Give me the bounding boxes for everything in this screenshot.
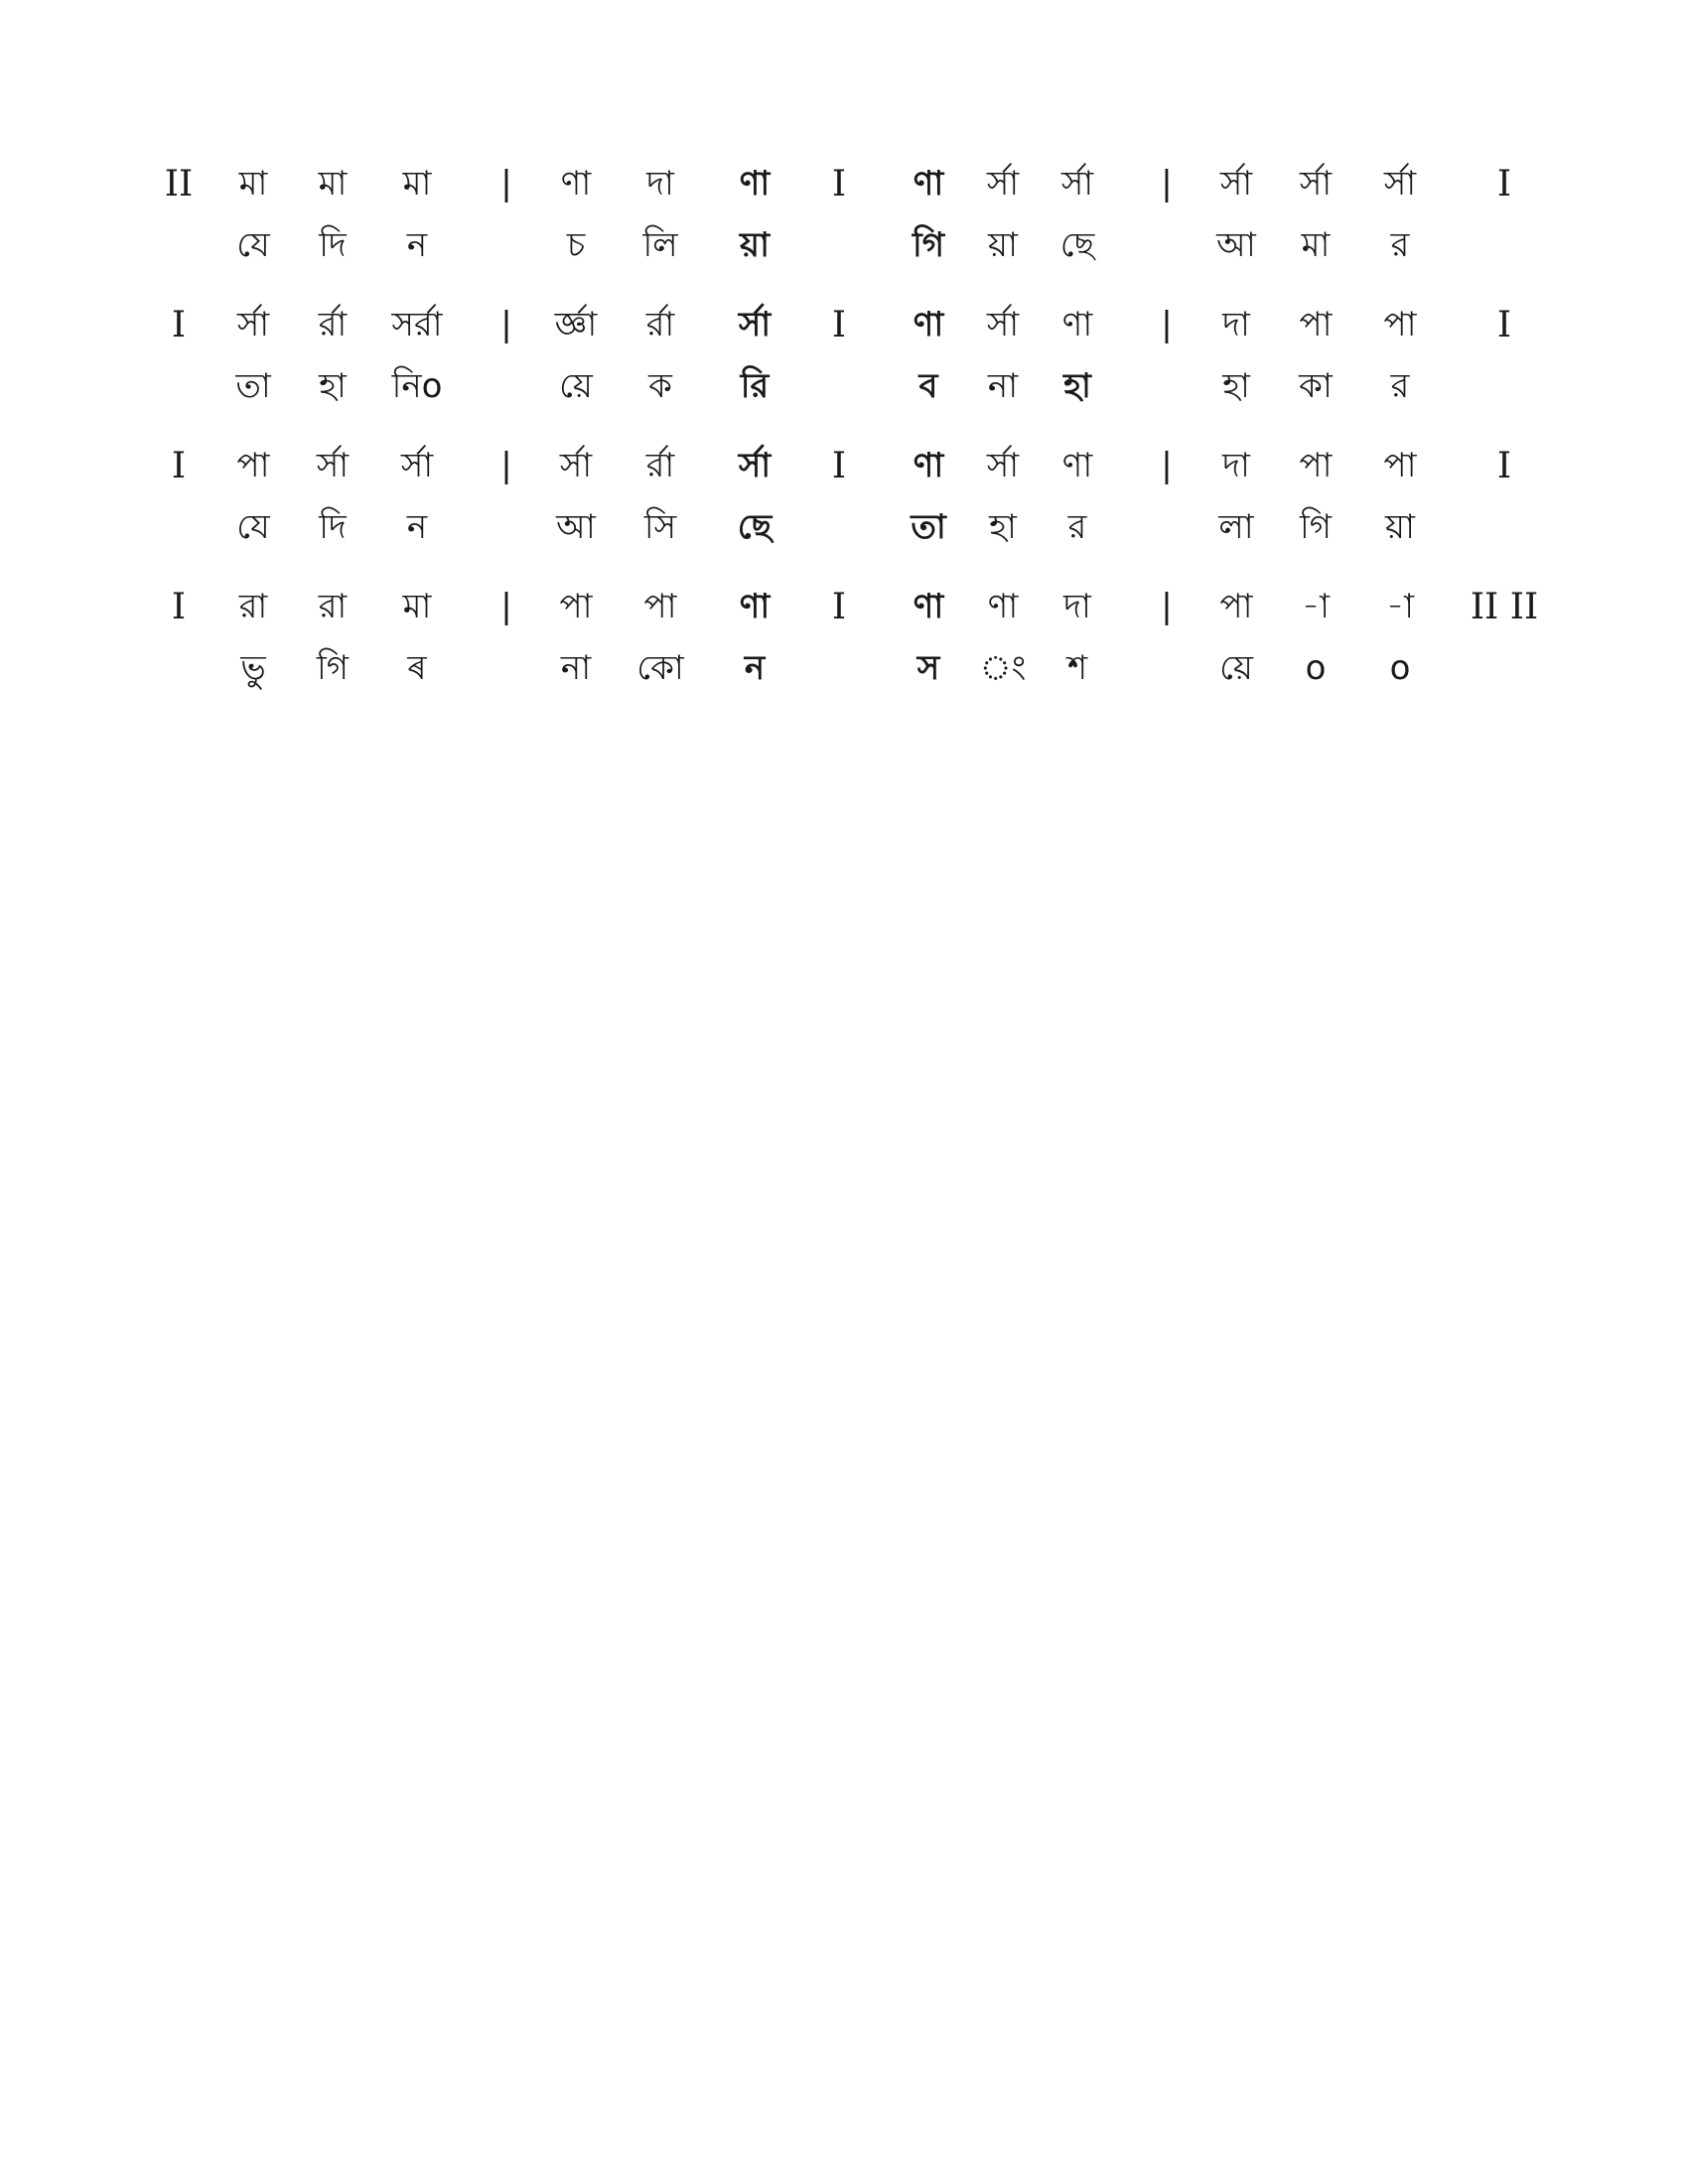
lyric-syllable: র [1390, 366, 1410, 406]
bar-line: II II [1470, 587, 1539, 627]
lyric-syllable: ছে [1059, 225, 1095, 265]
beat-divider: | [500, 164, 512, 204]
swara-note: পা [1383, 305, 1417, 344]
lyric-syllable: গি [316, 648, 350, 688]
beat-divider: | [1161, 587, 1173, 626]
swara-note: রা [318, 587, 348, 626]
swara-note: র্সা [236, 305, 270, 344]
swara-note: ণা [739, 164, 771, 204]
swara-note: পা [643, 587, 677, 626]
lyric-syllable: গি [912, 225, 945, 265]
swara-note: মা [402, 587, 432, 626]
lyric-syllable: য়া [740, 225, 770, 265]
lyric-syllable: যে [236, 225, 270, 265]
lyric-syllable: যে [236, 507, 270, 547]
swara-note: দা [646, 164, 674, 204]
lyric-syllable: নিo [391, 366, 443, 406]
swara-note: র্সা [559, 446, 593, 485]
swara-note: র্সা [738, 446, 772, 485]
swara-note: র্রা [318, 305, 348, 344]
swara-note: র্সা [400, 446, 434, 485]
bar-line: I [1496, 164, 1512, 205]
lyric-syllable: চ [566, 225, 586, 265]
swara-note: ণা [739, 587, 771, 626]
lyric-syllable: ৰ [407, 648, 427, 688]
lyric-syllable: স [916, 648, 940, 688]
swara-note: র্সা [986, 164, 1020, 204]
lyric-syllable: য়ে [1219, 648, 1253, 688]
lyric-syllable: রি [740, 366, 770, 406]
lyric-syllable: ছে [737, 507, 773, 547]
lyric-syllable: ন [406, 507, 428, 547]
lyric-syllable: হা [1222, 366, 1250, 406]
lyric-syllable: লি [642, 225, 678, 265]
bar-line: I [831, 587, 847, 627]
beat-divider: | [500, 305, 512, 344]
swara-note: রা [238, 587, 268, 626]
lyric-syllable: ন [744, 648, 766, 688]
swara-note: র্সা [986, 446, 1020, 485]
lyric-syllable: আ [1216, 225, 1256, 265]
lyric-syllable: য়া [988, 225, 1018, 265]
bar-line: II [164, 164, 194, 205]
swara-note: র্রা [645, 446, 675, 485]
lyric-syllable: না [560, 648, 592, 688]
bar-line: I [171, 587, 187, 627]
lyric-syllable: য়া [1385, 507, 1415, 547]
beat-divider: | [500, 587, 512, 626]
swara-note: দা [1222, 305, 1250, 344]
swara-note: ণা [913, 587, 944, 626]
lyric-syllable: র [1390, 225, 1410, 265]
lyric-syllable: ভু [240, 648, 266, 688]
lyric-syllable: আ [556, 507, 596, 547]
swara-note: -া [1302, 587, 1330, 626]
bar-line: I [831, 164, 847, 205]
lyric-syllable: না [987, 366, 1019, 406]
lyric-syllable: গি [1299, 507, 1333, 547]
swara-note: দা [1222, 446, 1250, 485]
lyric-syllable: র [1067, 507, 1087, 547]
swara-note: ণা [1061, 446, 1093, 485]
bar-line: I [171, 446, 187, 486]
swara-note: র্সা [1060, 164, 1094, 204]
lyric-syllable: ব [918, 366, 938, 406]
lyric-syllable: কো [636, 648, 684, 688]
swara-note: পা [236, 446, 270, 485]
swara-note: ণা [560, 164, 592, 204]
swara-note: ণা [913, 446, 944, 485]
swara-note: মা [402, 164, 432, 204]
swara-note: পা [1383, 446, 1417, 485]
lyric-syllable: o [1305, 648, 1327, 688]
swara-note: র্সা [986, 305, 1020, 344]
beat-divider: | [500, 446, 512, 485]
swara-note: র্সা [1299, 164, 1333, 204]
swara-note: পা [1299, 305, 1333, 344]
bar-line: I [831, 446, 847, 486]
swara-note: র্সা [316, 446, 350, 485]
lyric-syllable: য়ে [559, 366, 593, 406]
beat-divider: | [1161, 446, 1173, 485]
swara-note: সর্রা [391, 305, 443, 344]
swara-note: ণা [913, 164, 944, 204]
lyric-syllable: দি [319, 225, 347, 265]
lyric-syllable: হা [1063, 366, 1091, 406]
lyric-syllable: মা [1301, 225, 1331, 265]
lyric-syllable: হা [319, 366, 347, 406]
lyric-syllable: শ [1066, 648, 1088, 688]
swara-note: ণা [913, 305, 944, 344]
lyric-syllable: ং [979, 648, 1027, 688]
lyric-syllable: দি [319, 507, 347, 547]
lyric-syllable: হা [989, 507, 1017, 547]
bar-line: I [1496, 305, 1512, 345]
lyric-syllable: ন [406, 225, 428, 265]
swara-note: পা [1219, 587, 1253, 626]
swara-note: র্জ্ঞা [554, 305, 598, 344]
swara-note: র্সা [1383, 164, 1417, 204]
lyric-syllable: o [1389, 648, 1411, 688]
lyric-syllable: তা [911, 507, 946, 547]
bar-line: I [831, 305, 847, 345]
swara-note: পা [1299, 446, 1333, 485]
swara-note: র্সা [1219, 164, 1253, 204]
swara-note: ণা [987, 587, 1019, 626]
lyric-syllable: তা [235, 366, 271, 406]
lyric-syllable: লা [1218, 507, 1254, 547]
swara-note: র্সা [738, 305, 772, 344]
swara-note: মা [318, 164, 348, 204]
lyric-syllable: সি [643, 507, 677, 547]
swara-note: দা [1063, 587, 1091, 626]
beat-divider: | [1161, 305, 1173, 344]
swara-note: ণা [1061, 305, 1093, 344]
bar-line: I [1496, 446, 1512, 486]
swara-note: -া [1386, 587, 1414, 626]
lyric-syllable: ক [648, 366, 672, 406]
bar-line: I [171, 305, 187, 345]
swara-note: র্রা [645, 305, 675, 344]
beat-divider: | [1161, 164, 1173, 204]
lyric-syllable: কা [1299, 366, 1333, 406]
swara-note: পা [559, 587, 593, 626]
swara-note: মা [238, 164, 268, 204]
